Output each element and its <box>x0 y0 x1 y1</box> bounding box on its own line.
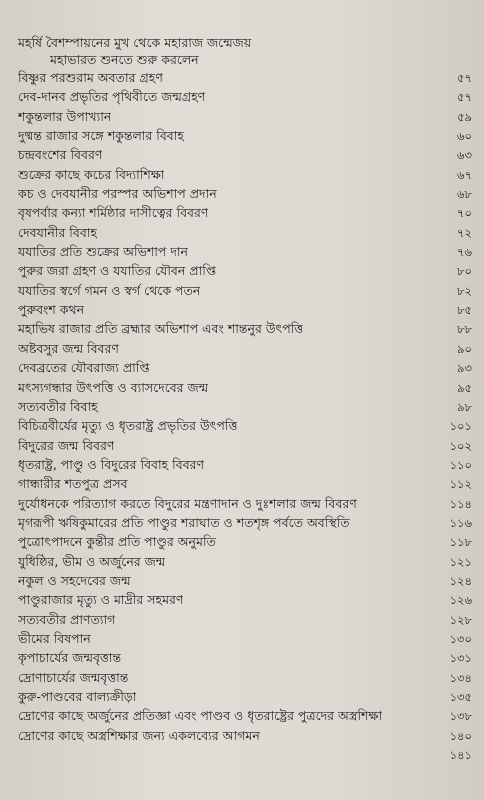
toc-entry-title: ভীমের বিষপান <box>18 630 91 646</box>
toc-entry <box>18 554 472 573</box>
toc-entry-title: মৎস্যগন্ধার উৎপত্তি ও ব্যাসদেবের জন্ম <box>18 379 209 395</box>
toc-entry-title: পুত্রোৎপাদনে কুন্তীর প্রতি পাণ্ডুর অনুমতি <box>18 534 216 550</box>
toc-entry-page: ১২৪ <box>449 573 472 588</box>
toc-entry-title: দুষ্মন্ত রাজার সঙ্গে শকুন্তলার বিবাহ <box>18 128 184 144</box>
toc-entry-title: অষ্টবসুর জন্ম বিবরণ <box>18 340 119 356</box>
toc-entry-title: যযাতির স্বর্গে গমন ও স্বর্গ থেকে পতন <box>18 282 201 298</box>
toc-entry-page: ১১২ <box>449 477 472 492</box>
toc-entry-page: ৫৯ <box>457 109 472 124</box>
section-heading <box>18 34 472 68</box>
heading-line-1: মহর্ষি বৈশম্পায়নের মুখ থেকে মহারাজ জন্মেজয় <box>18 35 252 50</box>
toc-entry <box>18 650 472 669</box>
toc-entry-title: মহাভিষ রাজার প্রতি ব্রহ্মার অভিশাপ এবং শান্তনুর উৎপত্তি <box>18 321 304 337</box>
toc-entry <box>18 380 472 399</box>
toc-entry-title: বিদুরের জন্ম বিবরণ <box>18 437 115 453</box>
toc-entry-page: ৮৮ <box>457 322 472 337</box>
toc-entry-page: ১১০ <box>449 457 472 472</box>
toc-entry-page: ১২৮ <box>449 612 472 627</box>
toc-entry-title: গান্ধারীর শতপুত্র প্রসব <box>18 476 128 492</box>
toc-entry <box>18 708 472 727</box>
toc-entry-page: ১৪১ <box>449 748 472 763</box>
toc-entry-page: ১২১ <box>449 554 472 569</box>
table-of-contents <box>18 70 472 766</box>
toc-entry-title: দেবযানীর বিবাহ <box>18 224 97 240</box>
toc-entry <box>18 399 472 418</box>
toc-entry-title: পুরুবংশ কথন <box>18 302 85 318</box>
toc-entry-title: দ্রোণের কাছে অর্জুনের প্রতিজ্ঞা এবং পাণ্ডব ও ধৃতরাষ্ট্রের পুত্রদের অস্ত্রশিক্ষা <box>18 708 383 724</box>
toc-entry <box>18 670 472 689</box>
toc-entry-page: ৬৮ <box>457 187 472 202</box>
toc-entry <box>18 612 472 631</box>
toc-entry-page: ৭৬ <box>457 245 472 260</box>
toc-entry <box>18 573 472 592</box>
toc-entry-title: যুধিষ্ঠির, ভীম ও অর্জুনের জন্ম <box>18 553 166 569</box>
toc-entry-title: বৃষপর্বার কন্যা শর্মিষ্ঠার দাসীত্বের বিবরণ <box>18 205 209 221</box>
toc-entry-page: ৬০ <box>457 129 472 144</box>
toc-entry <box>18 496 472 515</box>
toc-entry <box>18 631 472 650</box>
toc-entry <box>18 360 472 379</box>
toc-entry-title: বিচিত্রবীর্যের মৃত্যু ও ধৃতরাষ্ট্র প্রভৃতির উৎপত্তি <box>18 418 238 434</box>
toc-entry-page: ৮০ <box>457 264 472 279</box>
toc-entry-page: ৭০ <box>457 206 472 221</box>
toc-entry-page: ৮২ <box>457 283 472 298</box>
toc-entry-title: ধৃতরাষ্ট্র, পাণ্ডু ও বিদুরের বিবাহ বিবরণ <box>18 456 205 472</box>
toc-entry <box>18 534 472 553</box>
toc-entry-title: পাণ্ডুরাজার মৃত্যু ও মাদ্রীর সহমরণ <box>18 592 184 608</box>
toc-entry-page: ১০২ <box>449 438 472 453</box>
toc-entry-page: ১৩৪ <box>449 670 472 685</box>
toc-entry-title: শুক্রের কাছে কচের বিদ্যাশিক্ষা <box>18 166 165 182</box>
toc-entry-page: ১১৬ <box>449 515 472 530</box>
toc-entry <box>18 205 472 224</box>
toc-entry <box>18 186 472 205</box>
toc-entry <box>18 70 472 89</box>
toc-entry-page: ৫৭ <box>457 90 472 105</box>
toc-entry <box>18 147 472 166</box>
toc-entry-title: দ্রোণাচার্যের জন্মবৃত্তান্ত <box>18 669 129 685</box>
toc-entry-page: ১০১ <box>449 419 472 434</box>
toc-entry-page: ১১৪ <box>449 496 472 511</box>
toc-entry <box>18 341 472 360</box>
toc-entry <box>18 167 472 186</box>
toc-entry-title: পুরুর জরা গ্রহণ ও যযাতির যৌবন প্রাপ্তি <box>18 263 217 279</box>
toc-entry <box>18 418 472 437</box>
toc-entry <box>18 438 472 457</box>
toc-entry <box>18 689 472 708</box>
toc-entry-page: ১২৬ <box>449 593 472 608</box>
toc-entry <box>18 476 472 495</box>
toc-entry-page: ৯৫ <box>457 380 472 395</box>
toc-entry <box>18 244 472 263</box>
toc-entry-title: দেবব্রতের যৌবরাজ্য প্রাপ্তি <box>18 360 150 376</box>
toc-entry-title: দুর্যোধনকে পরিত্যাগ করতে বিদুরের মন্ত্রণাদান ও দুঃশলার জন্ম বিবরণ <box>18 495 357 511</box>
toc-entry <box>18 747 472 766</box>
toc-entry-title: সত্যবতীর প্রাণত্যাগ <box>18 611 116 627</box>
toc-entry-page: ৮৫ <box>457 303 472 318</box>
toc-entry-title: নকুল ও সহদেবের জন্ম <box>18 572 131 588</box>
toc-entry <box>18 728 472 747</box>
toc-entry <box>18 592 472 611</box>
toc-entry-page: ১৪০ <box>449 728 472 743</box>
toc-entry-title: যযাতির প্রতি শুক্রের অভিশাপ দান <box>18 244 189 260</box>
toc-entry <box>18 321 472 340</box>
toc-entry-page: ৯৩ <box>457 361 472 376</box>
toc-entry-title: কৃপাচার্যের জন্মবৃত্তান্ত <box>18 650 122 666</box>
toc-entry <box>18 128 472 147</box>
toc-entry-title: সত্যবতীর বিবাহ <box>18 398 98 414</box>
toc-entry-page: ১১৮ <box>449 535 472 550</box>
toc-entry-page: ৯৮ <box>457 399 472 414</box>
toc-entry <box>18 89 472 108</box>
toc-entry-title: মৃগরূপী ঋষিকুমারের প্রতি পাণ্ডুর শরাঘাত ও শতশৃঙ্গ পর্বতে অবস্থিতি <box>18 514 350 530</box>
toc-entry <box>18 457 472 476</box>
toc-entry <box>18 225 472 244</box>
toc-entry <box>18 109 472 128</box>
toc-entry-title: কচ ও দেবযানীর পরস্পর অভিশাপ প্রদান <box>18 186 217 202</box>
toc-entry-title: দেব-দানব প্রভৃতির পৃথিবীতে জন্মগ্রহণ <box>18 89 206 105</box>
toc-entry-page: ১৩৮ <box>449 709 472 724</box>
toc-entry-page: ৬৭ <box>457 167 472 182</box>
toc-entry-title: চন্দ্রবংশের বিবরণ <box>18 147 103 163</box>
toc-entry-title: দ্রোণের কাছে অস্ত্রশিক্ষার জন্য একলব্যের আগমন <box>18 727 260 743</box>
heading-line-2: মহাভারত শুনতে শুরু করলেন <box>50 52 199 67</box>
toc-entry <box>18 263 472 282</box>
toc-entry-title: বিষ্ণুর পরশুরাম অবতার গ্রহণ <box>18 70 163 85</box>
toc-entry-title: শকুন্তলার উপাখ্যান <box>18 108 112 124</box>
toc-entry-page: ৫৭ <box>457 71 472 85</box>
toc-entry-page: ৬৩ <box>457 148 472 163</box>
toc-entry <box>18 283 472 302</box>
toc-entry-page: ৯০ <box>457 341 472 356</box>
toc-entry-page: ১৩০ <box>449 631 472 646</box>
toc-entry-page: ৭২ <box>457 225 472 240</box>
toc-entry-page: ১৩১ <box>449 651 472 666</box>
toc-entry-title: কুরু-পাণ্ডবের বাল্যক্রীড়া <box>18 689 137 704</box>
toc-entry <box>18 302 472 321</box>
toc-entry-page: ১৩৫ <box>449 690 472 704</box>
toc-entry <box>18 515 472 534</box>
